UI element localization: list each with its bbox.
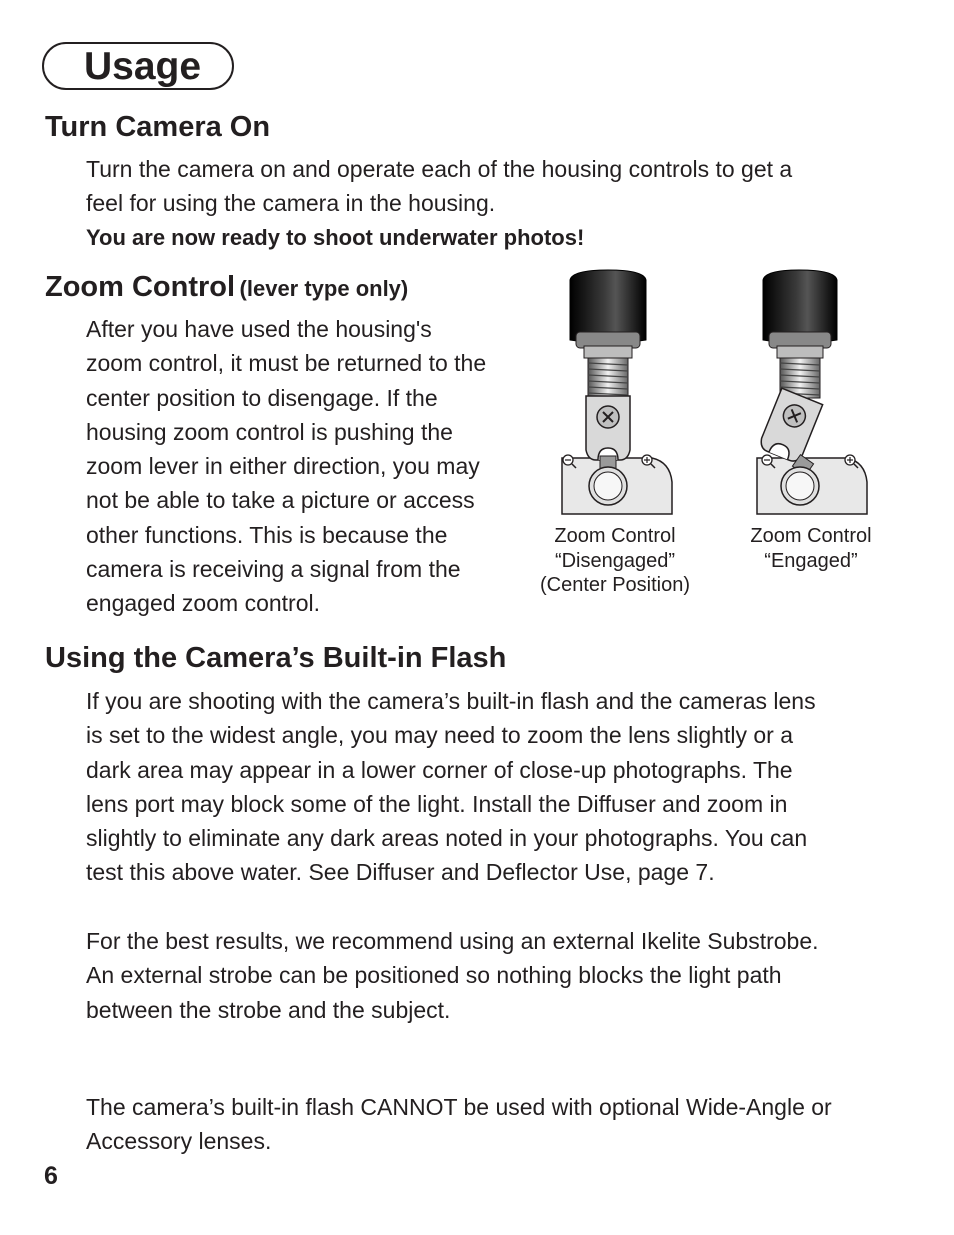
- flash-paragraph-2: [86, 924, 936, 1027]
- zoom-control-heading-row: [45, 270, 408, 304]
- section-title: Usage: [84, 45, 202, 88]
- text-line: The camera’s built-in flash CANNOT be used with optional Wide-Angle or: [86, 1094, 832, 1120]
- text-line: If you are shooting with the camera’s built-in flash and the cameras lens: [86, 688, 816, 714]
- text-line: zoom control, it must be returned to the: [86, 350, 487, 377]
- text-line: An external strobe can be positioned so nothing blocks the light path: [86, 962, 782, 989]
- flash-paragraph-3: [86, 1090, 936, 1159]
- page-number: 6: [44, 1162, 58, 1190]
- text-line: is set to the widest angle, you may need to zoom the lens slightly or a: [86, 722, 793, 749]
- caption-line: Zoom Control: [750, 525, 872, 547]
- text-line: After you have used the housing's: [86, 316, 432, 342]
- text-line: slightly to eliminate any dark areas noted in your photographs. You can: [86, 825, 808, 852]
- text-line: center position to disengage. If the: [86, 384, 438, 411]
- caption-disengaged: [525, 524, 705, 598]
- text-line: Accessory lenses.: [86, 1128, 272, 1155]
- text-line: zoom lever in either direction, you may: [86, 453, 480, 480]
- turn-camera-on-heading: Turn Camera On: [45, 111, 271, 143]
- text-line: lens port may block some of the light. Install the Diffuser and zoom in: [86, 790, 788, 817]
- zoom-control-body: [86, 312, 536, 621]
- zoom-control-heading-note: (lever type only): [239, 276, 409, 301]
- text-line: dark area may appear in a lower corner of close-up photographs. The: [86, 756, 793, 783]
- text-line: between the strobe and the subject.: [86, 996, 451, 1023]
- text-line: housing zoom control is pushing the: [86, 418, 453, 445]
- text-line: other functions. This is because the: [86, 521, 448, 548]
- built-in-flash-heading: Using the Camera’s Built-in Flash: [45, 642, 507, 674]
- ready-message: You are now ready to shoot underwater photos!: [86, 224, 585, 250]
- text-line: For the best results, we recommend using an external Ikelite Substrobe.: [86, 928, 819, 954]
- caption-engaged: [727, 524, 895, 573]
- text-line: not be able to take a picture or access: [86, 487, 475, 514]
- zoom-lever-disengaged-icon: [552, 262, 682, 518]
- zoom-lever-engaged-icon: [745, 262, 875, 518]
- zoom-control-heading: Zoom Control: [45, 271, 236, 303]
- flash-paragraph-1: [86, 684, 936, 890]
- text-line: feel for using the camera in the housing.: [86, 190, 496, 217]
- text-line: camera is receiving a signal from the: [86, 556, 461, 583]
- text-line: engaged zoom control.: [86, 590, 320, 617]
- text-line: Turn the camera on and operate each of the housing controls to get a: [86, 156, 793, 182]
- caption-line: “Engaged”: [764, 549, 858, 572]
- text-line: test this above water. See Diffuser and Deflector Use, page 7.: [86, 859, 715, 886]
- caption-line: Zoom Control: [554, 525, 676, 547]
- caption-line: “Disengaged”: [554, 549, 676, 572]
- section-title-pill: [42, 42, 234, 90]
- caption-line: (Center Position): [539, 574, 691, 596]
- turn-camera-on-body: [86, 152, 926, 255]
